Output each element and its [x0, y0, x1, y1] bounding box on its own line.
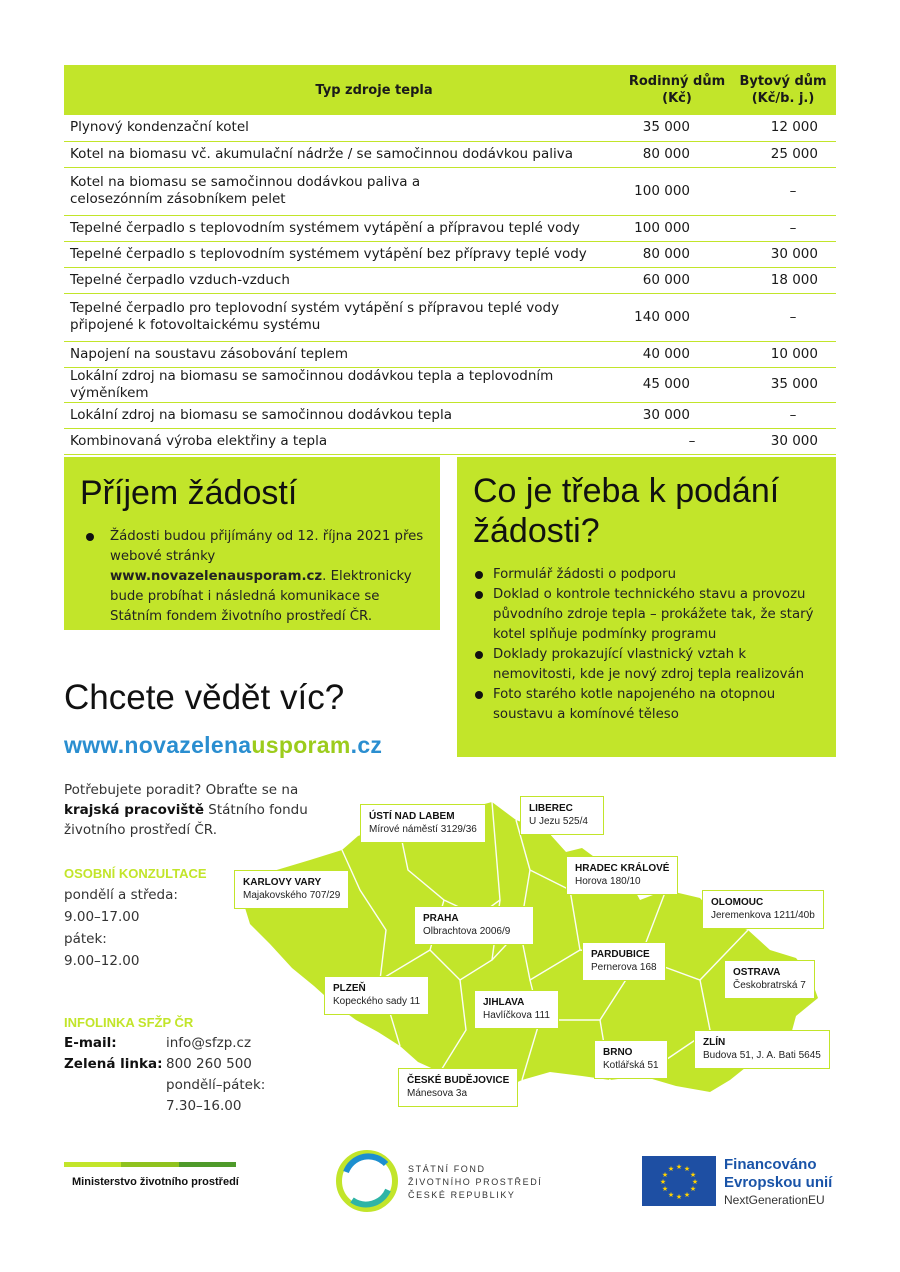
office-jihlava: JIHLAVA Havlíčkova 111	[474, 990, 559, 1029]
office-brno: BRNO Kotlářská 51	[594, 1040, 668, 1079]
podani-title: Co je třeba k podání žádosti?	[473, 472, 780, 550]
office-usti-nad-labem: ÚSTÍ NAD LABEM Mírové náměstí 3129/36	[360, 804, 486, 843]
podani-box	[457, 457, 836, 757]
czech-map	[230, 780, 850, 1120]
sfzp-logo-icon	[336, 1150, 398, 1212]
table-row: Napojení na soustavu zásobování teplem 40 000 10 000	[64, 341, 836, 367]
table-row: Tepelné čerpadlo s teplovodním systémem vytápění bez přípravy teplé vody 80 000 30 000	[64, 241, 836, 267]
table-row: Lokální zdroj na biomasu se samočinnou dodávkou tepla a teplovodním výměníkem 45 000 35 000	[64, 367, 836, 402]
table-row: Tepelné čerpadlo pro teplovodní systém vytápění s přípravou teplé vody připojené k fotovoltaickému systému 140 000 –	[64, 293, 836, 341]
konzultace-heading: OSOBNÍ KONZULTACE	[64, 866, 207, 881]
office-hradec-kralove: HRADEC KRÁLOVÉ Horova 180/10	[566, 856, 678, 895]
svg-text:★: ★	[683, 1191, 691, 1199]
office-zlin: ZLÍN Budova 51, J. A. Bati 5645	[694, 1030, 830, 1069]
table-row: Kotel na biomasu vč. akumulační nádrže / se samočinnou dodávkou paliva 80 000 25 000	[64, 141, 836, 167]
header-rodinny-dum: Rodinný dům (Kč)	[624, 65, 730, 115]
list-item: Formulář žádosti o podporu	[473, 565, 820, 585]
list-item: Žádosti budou přijímány od 12. října 2021 přes webové stránky www.novazelenausporam.cz. Elektronicky bude probíhat i následná komunikace se Státním fondem životního prostředí ČR.	[80, 527, 424, 627]
table-row: Tepelné čerpadlo vzduch-vzduch 60 000 18 000	[64, 267, 836, 293]
svg-text:★: ★	[667, 1191, 675, 1199]
office-liberec: LIBEREC U Jezu 525/4	[520, 796, 604, 835]
podani-list	[473, 565, 820, 725]
eu-funding-text: Financováno Evropskou unií NextGenerationEU	[724, 1156, 833, 1207]
list-item: Foto starého kotle napojeného na otopnou soustavu a komínové těleso	[473, 685, 820, 725]
phone-number: 800 260 500	[166, 1056, 252, 1072]
email-link[interactable]: info@sfzp.cz	[166, 1035, 252, 1051]
svg-text:★: ★	[675, 1163, 683, 1171]
subsidy-table	[64, 65, 836, 455]
header-bytovy-dum: Bytový dům (Kč/b. j.)	[730, 65, 836, 115]
office-praha: PRAHA Olbrachtova 2006/9	[414, 906, 534, 945]
office-olomouc: OLOMOUC Jeremenkova 1211/40b	[702, 890, 824, 929]
list-item: Doklady prokazující vlastnický vztah k nemovitosti, kde je nový zdroj tepla realizován	[473, 645, 820, 685]
svg-text:★: ★	[667, 1165, 675, 1173]
svg-text:★: ★	[659, 1178, 667, 1186]
table-row: Kotel na biomasu se samočinnou dodávkou paliva a celosezónním zásobníkem pelet 100 000 –	[64, 167, 836, 215]
office-karlovy-vary: KARLOVY VARY Majakovského 707/29	[234, 870, 349, 909]
svg-text:★: ★	[661, 1171, 669, 1179]
konzultace-hours: pondělí a středa: 9.00–17.00 pátek: 9.00–12.00	[64, 887, 178, 969]
svg-text:★: ★	[691, 1178, 699, 1186]
svg-text:★: ★	[661, 1185, 669, 1193]
table-row: Plynový kondenzační kotel 35 000 12 000	[64, 115, 836, 141]
prijem-list	[80, 527, 424, 627]
svg-text:★: ★	[689, 1171, 697, 1179]
office-ceske-budejovice: ČESKÉ BUDĚJOVICE Mánesova 3a	[398, 1068, 518, 1107]
mzp-logo-bar	[64, 1162, 236, 1167]
website-link[interactable]: www.novazelenausporam.cz	[110, 569, 323, 584]
office-plzen: PLZEŇ Kopeckého sady 11	[324, 976, 429, 1015]
website-url-link[interactable]: www.novazelenausporam.cz	[64, 732, 383, 758]
infolinka-labels: E-mail: Zelená linka:	[64, 1035, 163, 1072]
svg-text:★: ★	[675, 1193, 683, 1201]
list-item: Doklad o kontrole technického stavu a provozu původního zdroje tepla – prokážete tak, že starý kotel splňuje podmínky programu	[473, 585, 820, 645]
office-ostrava: OSTRAVA Českobratrská 7	[724, 960, 815, 999]
eu-flag-icon	[642, 1156, 716, 1206]
mzp-logo-text: Ministerstvo životního prostředí	[72, 1176, 239, 1188]
table-row: Lokální zdroj na biomasu se samočinnou dodávkou tepla 30 000 –	[64, 402, 836, 428]
table-row: Tepelné čerpadlo s teplovodním systémem vytápění a přípravou teplé vody 100 000 –	[64, 215, 836, 241]
advice-text: Potřebujete poradit? Obraťte se na krajská pracoviště Státního fondu životního prostředí ČR.	[64, 782, 308, 838]
infolinka-values: info@sfzp.cz 800 260 500 pondělí–pátek: 7.30–16.00	[166, 1035, 266, 1114]
prijem-title: Příjem žádostí	[80, 474, 298, 512]
infolinka-heading: INFOLINKA SFŽP ČR	[64, 1015, 194, 1030]
header-type: Typ zdroje tepla	[64, 65, 624, 115]
svg-text:★: ★	[683, 1165, 691, 1173]
prijem-zadosti-box	[64, 457, 440, 630]
table-row: Kombinovaná výroba elektřiny a tepla – 30 000	[64, 428, 836, 454]
office-pardubice: PARDUBICE Pernerova 168	[582, 942, 666, 981]
table-header-row	[64, 65, 836, 115]
svg-text:★: ★	[689, 1185, 697, 1193]
more-info-title: Chcete vědět víc?	[64, 678, 345, 717]
sfzp-logo-text: STÁTNÍ FOND ŽIVOTNÍHO PROSTŘEDÍ ČESKÉ REPUBLIKY	[408, 1164, 543, 1200]
